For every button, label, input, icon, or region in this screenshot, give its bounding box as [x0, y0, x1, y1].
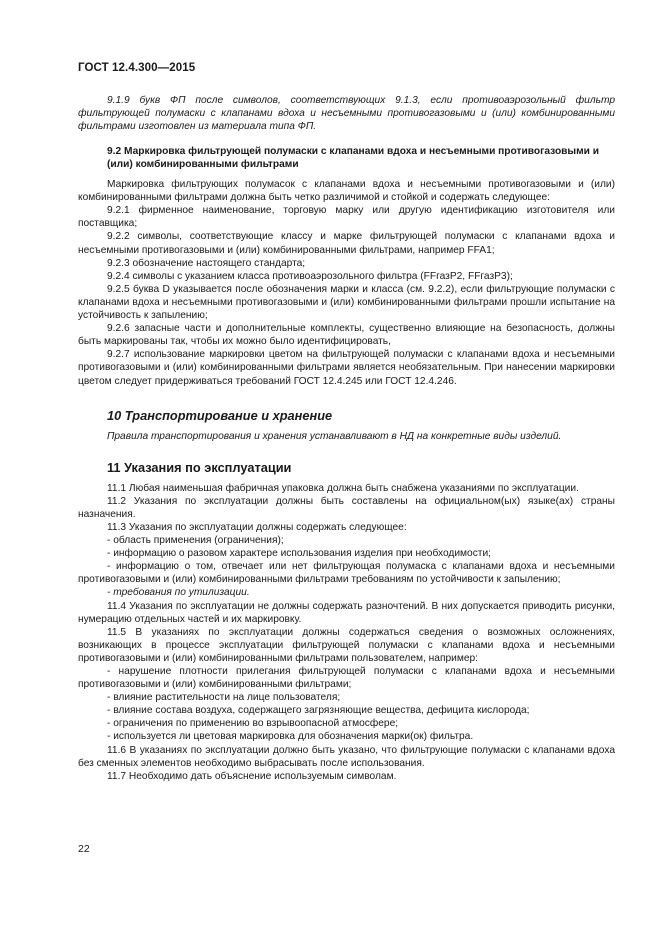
list-item-11-3-b: - информацию о разовом характере использования изделия при необходимости;	[107, 548, 491, 560]
list-item-11-5-c: - влияние состава воздуха, содержащего загрязняющие вещества, дефицита кислорода;	[107, 705, 530, 717]
paragraph-9-2-4: 9.2.4 символы с указанием класса противоаэрозольного фильтра (FFгазР2, FFгазР3);	[107, 270, 513, 282]
paragraph-9-2-3: 9.2.3 обозначение настоящего стандарта;	[107, 257, 306, 269]
paragraph-11-7: 11.7 Необходимо дать объяснение используемым символам.	[107, 770, 397, 782]
paragraph-9-2-2: 9.2.2 символы, соответствующие классу и марке фильтрующей полумаски с клапанами вдоха и несъемными противогазовыми и (или) комбинированными фильтрами, например FFA1;	[78, 231, 615, 256]
paragraph-9-2-intro: Маркировка фильтрующих полумасок с клапанами вдоха и несъемными противогазовыми и (или) комбинированными фильтрами должна быть четко различимой и стойкой и содержать следующее:	[78, 179, 615, 204]
subsection-heading-9-2: 9.2 Маркировка фильтрующей полумаски с клапанами вдоха и несъемными противогазовыми и (или) комбинированными фильтрами	[107, 146, 600, 170]
paragraph-11-4: 11.4 Указания по эксплуатации не должны содержать разночтений. В них допускается приводить рисунки, нумерацию отдельных частей и их маркировку.	[78, 600, 615, 625]
list-item-11-5-b: - влияние растительности на лице пользователя;	[107, 692, 341, 704]
page-content	[78, 94, 615, 783]
paragraph-9-2-5: 9.2.5 буква D указывается после обозначения марки и класса (см. 9.2.2), если фильтрующие полумаски с клапанами вдоха и несъемными противогазовыми и (или) комбинированными фильтрами прошли испытание на устойчивость к запылению;	[78, 283, 615, 322]
section-heading-10: 10 Транспортирование и хранение	[107, 407, 333, 423]
paragraph-9-2-6: 9.2.6 запасные части и дополнительные комплекты, существенно влияющие на безопасность, должны быть маркированы так, чтобы их можно было идентифицировать,	[78, 323, 615, 348]
paragraph-10: Правила транспортирования и хранения устанавливают в НД на конкретные виды изделий.	[107, 430, 562, 442]
list-item-11-5-d: - ограничения по применению во взрывоопасной атмосфере;	[107, 718, 399, 730]
list-item-11-3-d: - требования по утилизации.	[107, 587, 250, 599]
paragraph-9-1-9: 9.1.9 букв ФП после символов, соответствующих 9.1.3, если противоаэрозольный фильтр фильтрующей полумаски с клапанами вдоха и несъемными противогазовыми и (или) комбинированными фильтрами изготовлен из материала типа ФП.	[78, 95, 615, 133]
page-number: 22	[78, 843, 90, 855]
section-heading-11: 11 Указания по эксплуатации	[107, 459, 292, 475]
paragraph-11-2: 11.2 Указания по эксплуатации должны быть составлены на официальном(ых) языке(ах) страны назначения.	[78, 495, 615, 520]
paragraph-11-5: 11.5 В указаниях по эксплуатации должны содержаться сведения о возможных осложнениях, возникающих в процессе эксплуатации фильтрующей полумаски с клапанами вдоха и несъемными противогазовыми и (или) комбинированными фильтрами пользователем, например:	[78, 626, 615, 664]
list-item-11-3-a: - область применения (ограничения);	[107, 535, 284, 547]
list-item-11-5-e: - используется ли цветовая маркировка для обозначения марки(ок) фильтра.	[107, 731, 474, 743]
list-item-11-5-a: - нарушение плотности прилегания фильтрующей полумаски с клапанами вдоха и несъемными противогазовыми и (или) комбинированными фильтрами;	[78, 666, 615, 691]
paragraph-9-2-1: 9.2.1 фирменное наименование, торговую марку или другую идентификацию изготовителя или поставщика;	[78, 205, 615, 230]
paragraph-9-2-7: 9.2.7 использование маркировки цветом на фильтрующей полумаски с клапанами вдоха и несъемными противогазовыми и (или) комбинированными фильтрами является необязательным. При нанесении маркировки цветом следует придерживаться требований ГОСТ 12.4.245 или ГОСТ 12.4.246.	[78, 349, 615, 387]
list-item-11-3-c: - информацию о том, отвечает или нет фильтрующая полумаска с клапанами вдоха и несъемными противогазовыми и (или) комбинированными фильтрами требованиям по устойчивости к запылению;	[78, 561, 615, 586]
paragraph-11-6: 11.6 В указаниях по эксплуатации должно быть указано, что фильтрующие полумаски с клапанами вдоха без сменных элементов необходимо выбрасывать после использования.	[78, 744, 615, 769]
paragraph-11-1: 11.1 Любая наименьшая фабричная упаковка должна быть снабжена указаниями по эксплуатации.	[107, 482, 579, 494]
paragraph-11-3: 11.3 Указания по эксплуатации должны содержать следующее:	[107, 521, 407, 533]
document-code: ГОСТ 12.4.300—2015	[78, 62, 196, 74]
